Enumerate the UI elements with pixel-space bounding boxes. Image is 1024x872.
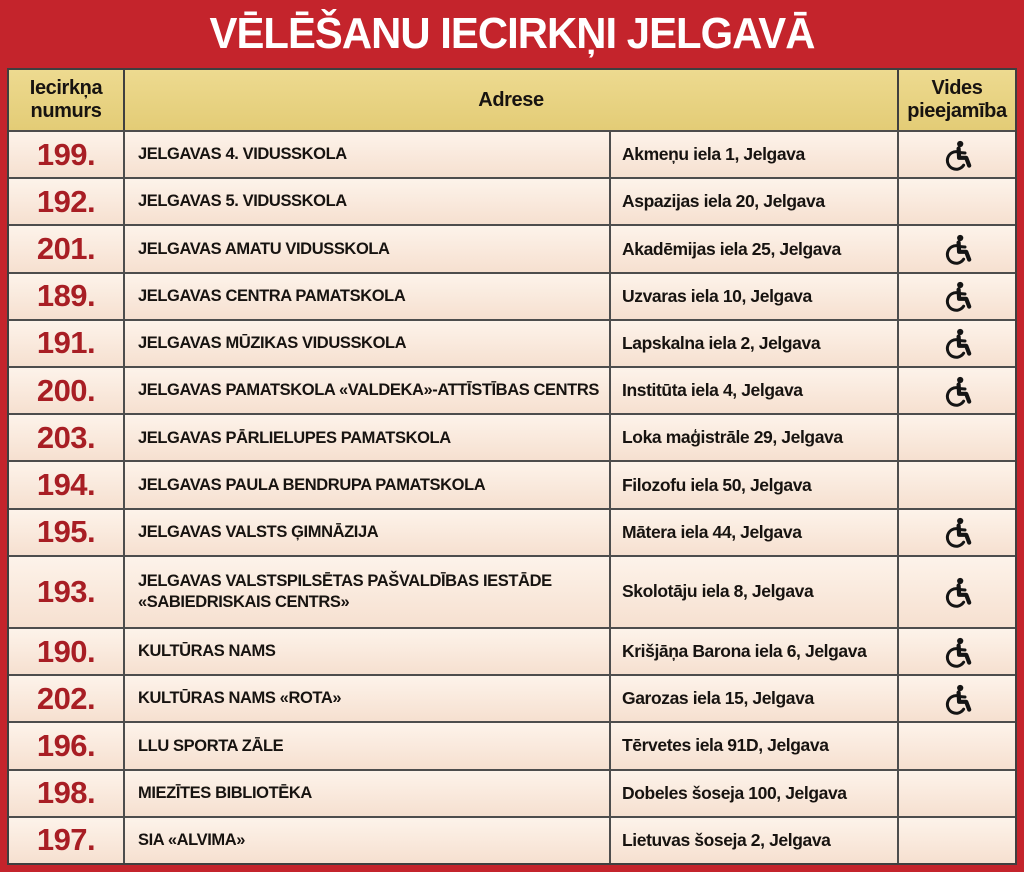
accessibility-cell: [897, 132, 1015, 177]
table-row: [9, 769, 1015, 816]
accessibility-cell: [897, 415, 1015, 460]
wheelchair-icon: [941, 280, 973, 312]
precinct-name: JELGAVAS AMATU VIDUSSKOLA: [123, 226, 609, 271]
precinct-address: Lapskalna iela 2, Jelgava: [609, 321, 897, 366]
accessibility-cell: [897, 321, 1015, 366]
table-row: [9, 721, 1015, 768]
table-row: [9, 272, 1015, 319]
wheelchair-icon: [941, 683, 973, 715]
wheelchair-icon: [941, 139, 973, 171]
precinct-address: Garozas iela 15, Jelgava: [609, 676, 897, 721]
precinct-number: 192.: [36, 183, 96, 219]
accessibility-cell: [897, 629, 1015, 674]
accessibility-cell: [897, 226, 1015, 271]
precinct-address: Dobeles šoseja 100, Jelgava: [609, 771, 897, 816]
precinct-name: JELGAVAS 4. VIDUSSKOLA: [123, 132, 609, 177]
table-row: [9, 366, 1015, 413]
accessibility-cell: [897, 368, 1015, 413]
table-header-row: [9, 70, 1015, 130]
table-row: [9, 319, 1015, 366]
table-row: [9, 413, 1015, 460]
table-row: [9, 460, 1015, 507]
wheelchair-icon: [941, 375, 973, 407]
precinct-number: 190.: [36, 633, 96, 669]
precinct-address: Filozofu iela 50, Jelgava: [609, 462, 897, 507]
page-title: VĒLĒŠANU IECIRKŅI JELGAVĀ: [209, 9, 815, 58]
wheelchair-icon: [941, 327, 973, 359]
header-accessibility: Vides pieejamība: [897, 70, 1015, 130]
precinct-address: Mātera iela 44, Jelgava: [609, 510, 897, 555]
precinct-number: 200.: [36, 372, 96, 408]
precinct-address: Institūta iela 4, Jelgava: [609, 368, 897, 413]
precinct-number: 198.: [36, 775, 96, 811]
accessibility-cell: [897, 818, 1015, 863]
table-row: [9, 130, 1015, 177]
precinct-name: JELGAVAS VALSTS ĢIMNĀZIJA: [123, 510, 609, 555]
precinct-address: Akadēmijas iela 25, Jelgava: [609, 226, 897, 271]
precinct-number: 197.: [36, 822, 96, 858]
accessibility-cell: [897, 723, 1015, 768]
header-address: Adrese: [123, 70, 897, 130]
precinct-address: Akmeņu iela 1, Jelgava: [609, 132, 897, 177]
wheelchair-icon: [941, 233, 973, 265]
precinct-name: JELGAVAS PAMATSKOLA «VALDEKA»-ATTĪSTĪBAS CENTRS: [123, 368, 609, 413]
precinct-number: 189.: [36, 278, 96, 314]
precinct-name: JELGAVAS PAULA BENDRUPA PAMATSKOLA: [123, 462, 609, 507]
precinct-address: Uzvaras iela 10, Jelgava: [609, 274, 897, 319]
table-row: [9, 627, 1015, 674]
wheelchair-icon: [941, 636, 973, 668]
precinct-name: KULTŪRAS NAMS «ROTA»: [123, 676, 609, 721]
precinct-address: Tērvetes iela 91D, Jelgava: [609, 723, 897, 768]
precinct-number: 191.: [36, 325, 96, 361]
table-row: [9, 508, 1015, 555]
wheelchair-icon: [941, 516, 973, 548]
precinct-number: 203.: [36, 419, 96, 455]
precinct-address: Aspazijas iela 20, Jelgava: [609, 179, 897, 224]
precinct-name: JELGAVAS PĀRLIELUPES PAMATSKOLA: [123, 415, 609, 460]
precinct-address: Skolotāju iela 8, Jelgava: [609, 557, 897, 627]
table-row: [9, 674, 1015, 721]
wheelchair-icon: [941, 576, 973, 608]
precinct-name: MIEZĪTES BIBLIOTĒKA: [123, 771, 609, 816]
precinct-table: [7, 68, 1017, 865]
table-row: [9, 224, 1015, 271]
precinct-number: 199.: [36, 136, 96, 172]
precinct-number: 202.: [36, 680, 96, 716]
accessibility-cell: [897, 771, 1015, 816]
table-row: [9, 177, 1015, 224]
precinct-name: KULTŪRAS NAMS: [123, 629, 609, 674]
precinct-name: JELGAVAS CENTRA PAMATSKOLA: [123, 274, 609, 319]
accessibility-cell: [897, 179, 1015, 224]
precinct-address: Krišjāņa Barona iela 6, Jelgava: [609, 629, 897, 674]
header-precinct-number: Iecirkņa numurs: [29, 77, 103, 122]
precinct-number: 201.: [36, 231, 96, 266]
precinct-name: JELGAVAS MŪZIKAS VIDUSSKOLA: [123, 321, 609, 366]
precinct-name: LLU SPORTA ZĀLE: [123, 723, 609, 768]
accessibility-cell: [897, 510, 1015, 555]
precinct-name: JELGAVAS VALSTSPILSĒTAS PAŠVALDĪBAS IESTĀDE «SABIEDRISKAIS CENTRS»: [123, 557, 609, 627]
precinct-name: JELGAVAS 5. VIDUSSKOLA: [123, 179, 609, 224]
precinct-number: 193.: [36, 573, 96, 609]
accessibility-cell: [897, 557, 1015, 627]
precinct-number: 196.: [36, 727, 96, 763]
table-row: [9, 816, 1015, 863]
accessibility-cell: [897, 274, 1015, 319]
accessibility-cell: [897, 676, 1015, 721]
precinct-number: 195.: [36, 514, 96, 550]
precinct-address: Loka maģistrāle 29, Jelgava: [609, 415, 897, 460]
accessibility-cell: [897, 462, 1015, 507]
precinct-number: 194.: [36, 467, 96, 503]
table-row: [9, 555, 1015, 627]
precinct-address: Lietuvas šoseja 2, Jelgava: [609, 818, 897, 863]
precinct-name: SIA «ALVIMA»: [123, 818, 609, 863]
